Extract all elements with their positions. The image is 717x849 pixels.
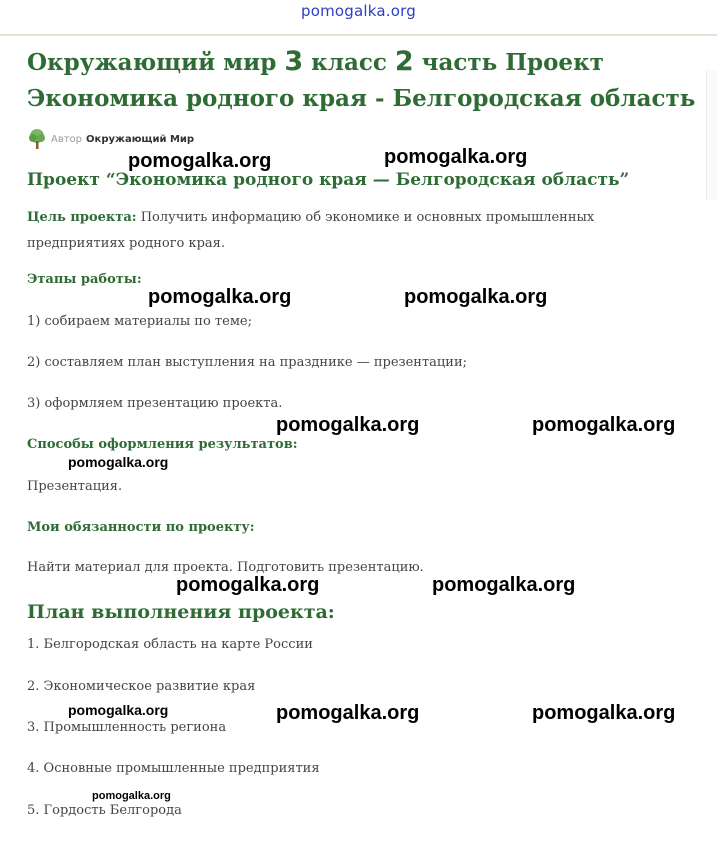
project-heading: Проект “Экономика родного края — Белгородская область”	[27, 170, 630, 190]
title-grade-number: 3	[284, 46, 304, 77]
watermark: pomogalka.org	[404, 286, 548, 308]
title-part-a: Окружающий мир	[27, 49, 285, 76]
watermark: pomogalka.org	[68, 702, 169, 718]
watermark: pomogalka.org	[276, 414, 420, 436]
watermark: pomogalka.org	[68, 454, 169, 470]
author-name[interactable]: Окружающий Мир	[86, 133, 195, 145]
watermark: pomogalka.org	[532, 702, 676, 724]
author-byline	[27, 128, 194, 150]
author-prefix: Автор	[51, 133, 83, 145]
duties-text: Найти материал для проекта. Подготовить презентацию.	[27, 560, 424, 575]
plan-item: 1. Белгородская область на карте России	[27, 637, 313, 652]
stage-item: 2) составляем план выступления на празднике — презентации;	[27, 355, 467, 370]
watermark: pomogalka.org	[276, 702, 420, 724]
watermark: pomogalka.org	[92, 790, 171, 802]
site-logo-text[interactable]: pomogalka.org	[301, 2, 416, 20]
watermark: pomogalka.org	[148, 286, 292, 308]
methods-label: Способы оформления результатов:	[27, 437, 298, 452]
sidebar-edge	[706, 70, 717, 200]
stage-item: 1) собираем материалы по теме;	[27, 314, 252, 329]
goal-label: Цель проекта:	[27, 210, 137, 225]
goal-paragraph	[27, 205, 687, 257]
goal-text-2: предприятиях родного края.	[27, 236, 226, 251]
title-part-number: 2	[394, 46, 414, 77]
watermark: pomogalka.org	[532, 414, 676, 436]
stages-label: Этапы работы:	[27, 272, 142, 287]
plan-item: 2. Экономическое развитие края	[27, 679, 256, 694]
title-part-c: часть Проект	[413, 49, 604, 76]
title-line-2: Экономика родного края - Белгородская область	[27, 85, 696, 112]
plan-item: 3. Промышленность региона	[27, 720, 227, 735]
plan-heading: План выполнения проекта:	[27, 601, 335, 623]
title-part-b: класс	[303, 49, 395, 76]
tree-icon	[27, 128, 47, 150]
article-title	[27, 44, 697, 117]
watermark: pomogalka.org	[176, 574, 320, 596]
duties-label: Мои обязанности по проекту:	[27, 520, 255, 535]
watermark: pomogalka.org	[128, 150, 272, 172]
watermark: pomogalka.org	[432, 574, 576, 596]
header-divider	[0, 34, 717, 36]
goal-text-1: Получить информацию об экономике и основных промышленных	[136, 210, 595, 225]
plan-item: 5. Гордость Белгорода	[27, 803, 182, 818]
watermark: pomogalka.org	[384, 146, 528, 168]
methods-text: Презентация.	[27, 479, 123, 494]
stage-item: 3) оформляем презентацию проекта.	[27, 396, 283, 411]
plan-item: 4. Основные промышленные предприятия	[27, 761, 320, 776]
